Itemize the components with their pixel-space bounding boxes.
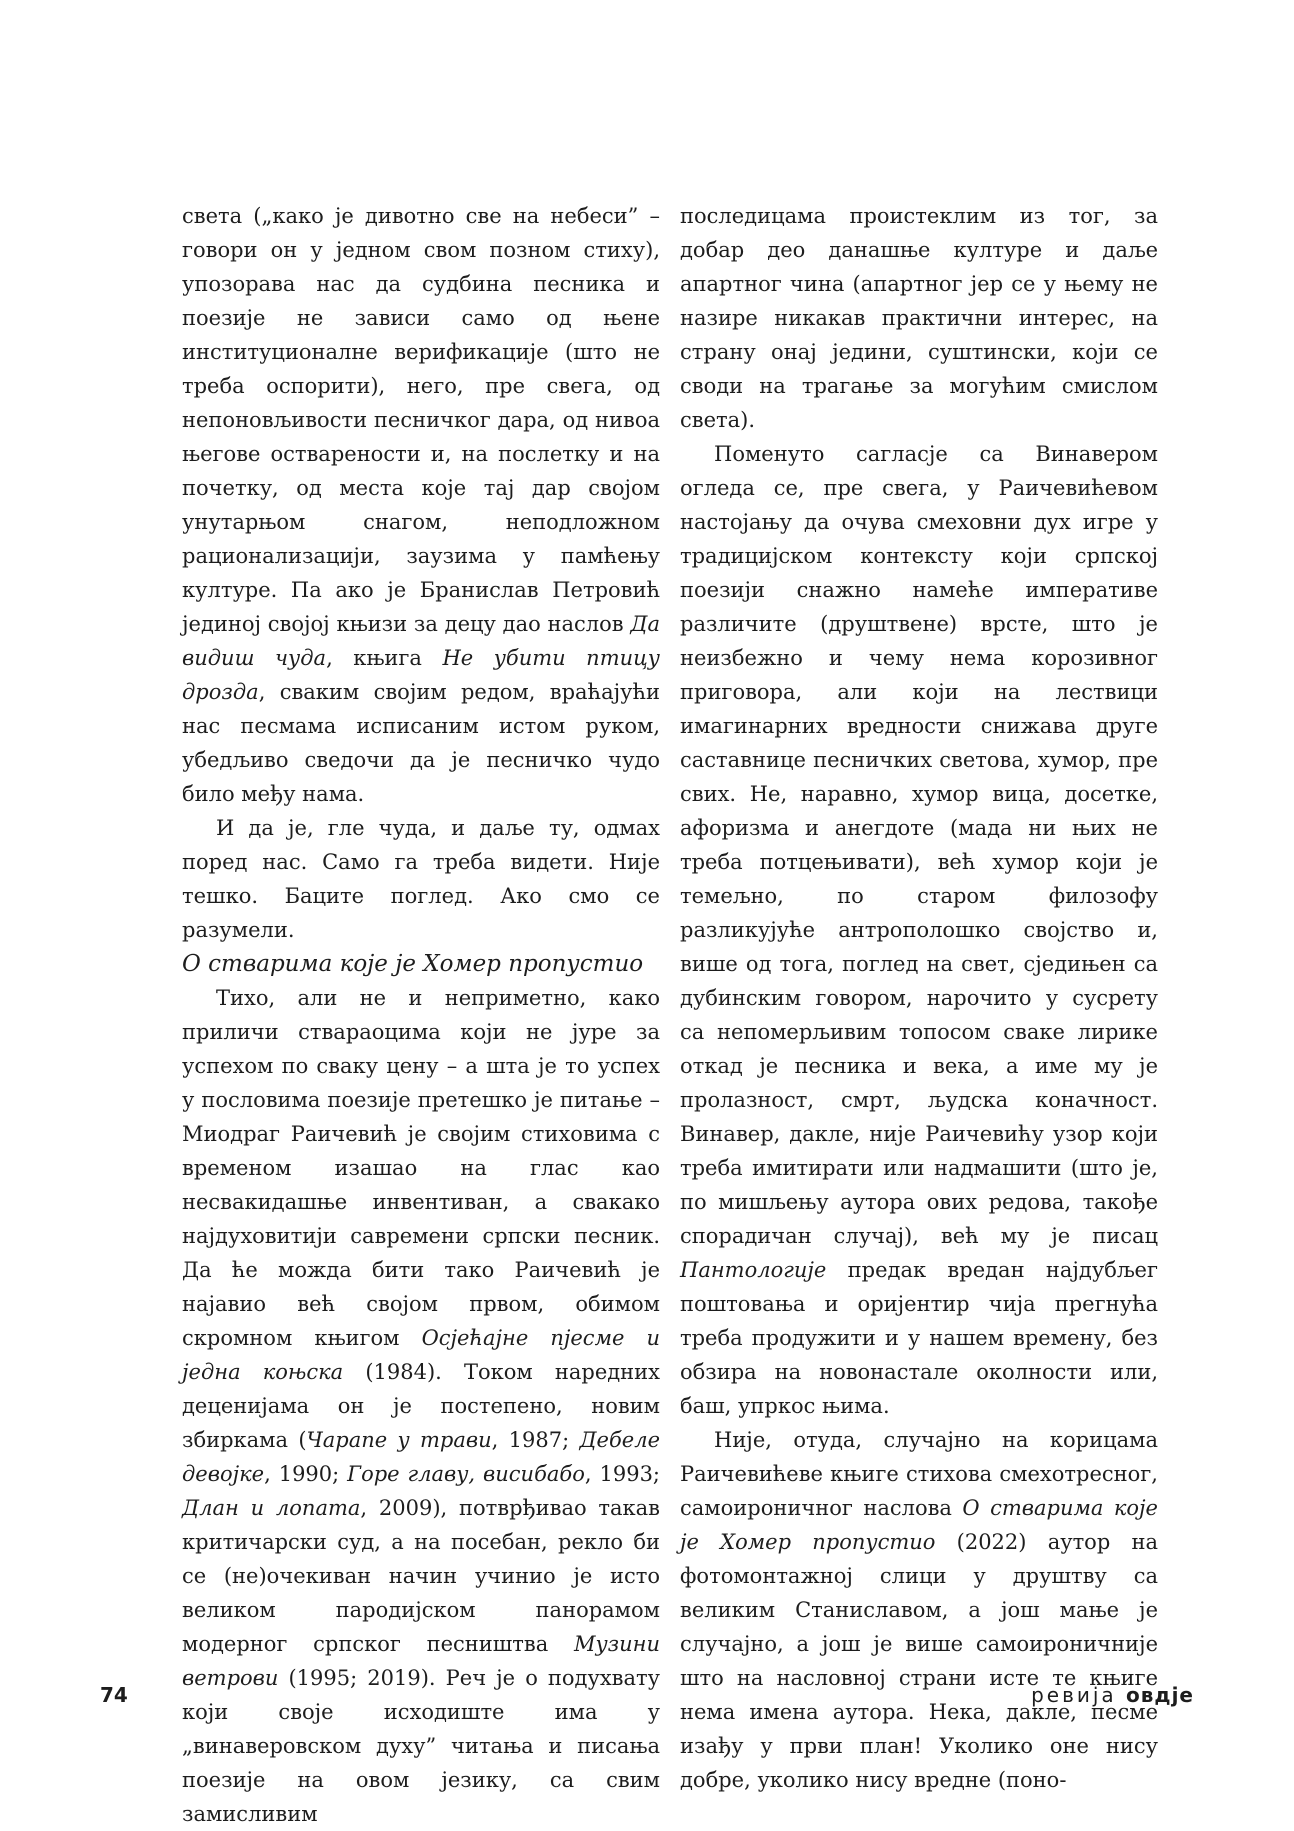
text-run: (2022) аутор на фотомонтажној слици у друштву са великим Станиславом, а још мање је случајно, а још је више самоироничније што на насловној страни исте те књиге нема имена аутора. Нека, дакле, песме изађу у први план! Уколико оне нису добре, уколико нису вредне (поно- xyxy=(680,1530,1159,1792)
page-number: 74 xyxy=(100,1683,128,1707)
text-run: , сваким својим редом, враћајући нас песмама исписаним истом руком, убедљиво сведочи да је песничко чудо било међу нама. xyxy=(182,680,660,806)
book-title: Музини ветрови xyxy=(182,1632,660,1690)
text-run: света („како је дивотно све на небеси” – говори он у једном свом позном стиху), упозорава нас да судбина песника и поезије не зависи само од њене институционалне верификације (што не треба оспорити), него, пре свега, од непоновљивости песничког дара, од нивоа његове остварености и, на послетку и на почетку, од места које тај дар својом унутарњом снагом, неподложном рационализацији, заузима у памћењу културе. Па ако је Бранислав Петровић јединој својој књизи за децу дао наслов xyxy=(182,204,660,636)
left-column xyxy=(182,199,660,1831)
paragraph xyxy=(182,199,660,811)
magazine-prefix: ревија xyxy=(1031,1683,1117,1707)
running-head xyxy=(1031,1683,1194,1707)
text-run: , 1987; xyxy=(491,1428,580,1452)
text-run: , 1990; xyxy=(264,1462,348,1486)
text-run: (1984). Током наредних деценијама он је постепено, новим збиркама ( xyxy=(182,1360,661,1452)
book-title: Да видиш чуда xyxy=(182,612,660,670)
section-heading: О стварима које је Хомер пропустио xyxy=(182,951,644,977)
text-run: , књига xyxy=(326,646,443,670)
paragraph xyxy=(680,437,1158,1423)
book-title: Осјећајне пјесме и једна коњска xyxy=(182,1326,660,1384)
text-run: , 1993; xyxy=(584,1462,661,1486)
paragraph xyxy=(680,1423,1158,1797)
book-title: Пантологије xyxy=(680,1258,827,1282)
magazine-name: овдје xyxy=(1126,1683,1194,1707)
paragraph xyxy=(680,199,1158,437)
paragraph xyxy=(182,811,660,947)
text-run: Тихо, али не и неприметно, како приличи ствараоцима који не јуре за успехом по сваку цену – а шта је то успех у пословима поезије претешко је питање – Миодраг Раичевић је својим стиховима с временом изашао на глас као несвакидашње инвентиван, а свакако најдуховитији савремени српски песник. Да ће можда бити тако Раичевић је најавио већ својом првом, обимом скромном књигом xyxy=(182,986,660,1350)
text-run: Није, отуда, случајно на корицама Раичевићеве књиге стихова смехотресног, самоироничног наслова xyxy=(680,1428,1158,1520)
text-run: (1995; 2019). Реч је о подухвату који своје исходиште има у „винаверовском духу” читања и писања поезије на овом језику, са свим замисливим xyxy=(182,1666,660,1826)
book-title: О стварима које је Хомер пропустио xyxy=(680,1496,1158,1554)
text-run: последицама проистеклим из тог, за добар део данашње културе и даље апартног чина (апартног јер се у њему не назире никакав практични интерес, на страну онај једини, суштински, који се своди на трагање за могућим смислом света). xyxy=(680,204,1158,432)
right-column xyxy=(680,199,1158,1797)
text-run: , 2009), потврђивао такав критичарски суд, а на посебан, рекло би се (не)очекиван начин учинио је исто великом пародијском панорамом модерног српског песништва xyxy=(182,1496,661,1656)
text-run: И да је, гле чуда, и даље ту, одмах поред нас. Само га треба видети. Није тешко. Баците поглед. Ако смо се разумели. xyxy=(182,816,660,942)
page-footer xyxy=(100,1683,1194,1715)
book-title: Не убити птицу дрозда xyxy=(182,646,660,704)
book-title: Чарапе у трави xyxy=(306,1428,492,1452)
text-run: Поменуто сагласје са Винавером огледа се, пре свега, у Раичевићевом настојању да очува смеховни дух игре у традицијском контексту који српској поезији снажно намеће императиве различите (друштвене) врсте, што је неизбежно и чему нема корозивног приговора, али који на лествици имагинарних вредности снижава друге саставнице песничких светова, хумор, пре свих. Не, наравно, хумор вица, досетке, афоризма и анегдоте (мада ни њих не треба потцењивати), већ хумор који је темељно, по старом филозофу разликујуће антрополошко својство и, више од тога, поглед на свет, сједињен са дубинским говором, нарочито у сусрету са непомерљивим топосом сваке лирике откад је песника и века, а име му је пролазност, смрт, људска коначност. Винавер, дакле, није Раичевићу узор који треба имитирати или надмашити (што је, по мишљењу аутора ових редова, такође спорадичан случај), већ му је писац xyxy=(680,442,1158,1248)
book-title: Длан и лопата xyxy=(182,1496,361,1520)
book-title: Горе главу, висибабо xyxy=(347,1462,585,1486)
text-run: предак вредан најдубљег поштовања и оријентир чија прегнућа треба продужити и у нашем времену, без обзира на новонастале околности или, баш, упркос њима. xyxy=(680,1258,1158,1418)
book-title: Дебеле девојке xyxy=(182,1428,661,1486)
